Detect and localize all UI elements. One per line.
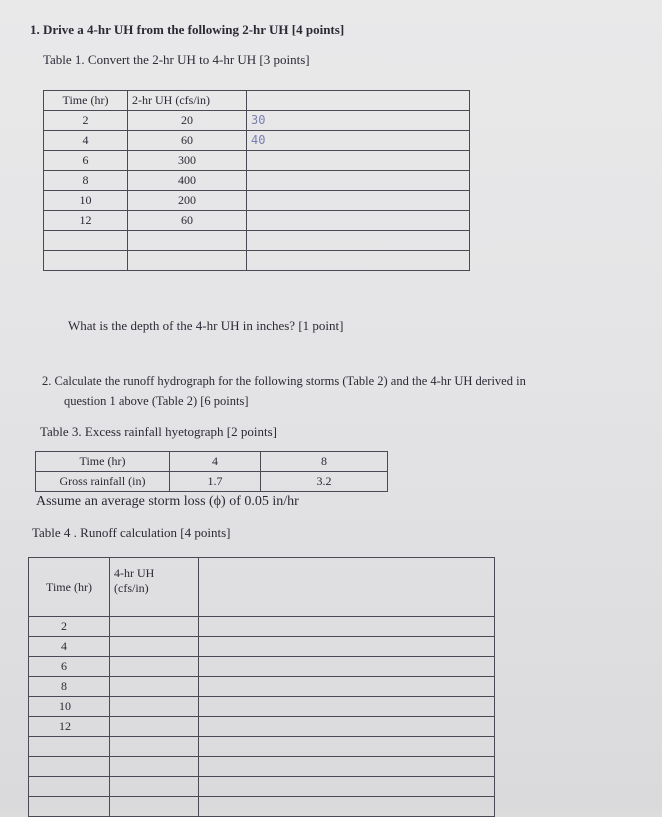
table-1-time-cell: 12	[44, 211, 128, 231]
table-4-blank-cell[interactable]	[110, 777, 199, 797]
table-4-time-cell: 2	[29, 617, 110, 637]
table-row	[44, 211, 470, 231]
table-3-rain-value: 3.2	[261, 472, 388, 492]
table-row	[44, 231, 470, 251]
table-row	[36, 472, 388, 492]
table-4-header-uh-line-2: (cfs/in)	[114, 581, 149, 595]
table-4-blank-cell[interactable]	[199, 737, 495, 757]
table-4-header-uh	[110, 558, 199, 617]
table-4-header-uh-line-1: 4-hr UH	[114, 566, 155, 580]
table-3-time-value: 4	[170, 452, 261, 472]
handwritten-note: 40	[251, 133, 266, 147]
table-row	[29, 677, 495, 697]
table-1-uh-cell: 60	[128, 131, 247, 151]
table-4-header-blank	[199, 558, 495, 617]
table-1-answer-cell[interactable]	[247, 111, 470, 131]
table-3-time-value: 8	[261, 452, 388, 472]
question-2-heading-line-2: question 1 above (Table 2) [6 points]	[64, 394, 249, 408]
table-row	[44, 171, 470, 191]
table-1-time-cell: 6	[44, 151, 128, 171]
table-3-caption: Table 3. Excess rainfall hyetograph [2 points]	[40, 424, 277, 439]
table-row	[44, 151, 470, 171]
table-1-answer-cell[interactable]	[247, 131, 470, 151]
table-4-time-cell: 12	[29, 717, 110, 737]
handwritten-note: 30	[251, 113, 266, 127]
table-4-blank-cell[interactable]	[110, 797, 199, 817]
table-4-uh-cell[interactable]	[110, 637, 199, 657]
table-4-blank-cell[interactable]	[199, 777, 495, 797]
table-4-blank-cell[interactable]	[199, 717, 495, 737]
table-4-blank-cell[interactable]	[29, 777, 110, 797]
table-row	[29, 657, 495, 677]
table-row	[44, 251, 470, 271]
table-4-blank-cell[interactable]	[199, 617, 495, 637]
table-4-caption: Table 4 . Runoff calculation [4 points]	[32, 525, 231, 540]
table-4-uh-cell[interactable]	[110, 717, 199, 737]
table-row	[29, 737, 495, 757]
depth-question: What is the depth of the 4-hr UH in inches? [1 point]	[68, 318, 344, 333]
table-4-blank-cell[interactable]	[199, 697, 495, 717]
table-1-answer-cell[interactable]	[247, 211, 470, 231]
table-1-answer-cell[interactable]	[247, 171, 470, 191]
table-row	[36, 452, 388, 472]
table-row	[29, 757, 495, 777]
table-row	[29, 777, 495, 797]
table-4-blank-cell[interactable]	[199, 677, 495, 697]
table-4-blank-cell[interactable]	[110, 737, 199, 757]
table-1-time-cell: 8	[44, 171, 128, 191]
storm-loss-assumption: Assume an average storm loss (ϕ) of 0.05 in/hr	[36, 494, 299, 509]
table-1-blank-cell[interactable]	[44, 251, 128, 271]
table-1-blank-cell[interactable]	[128, 231, 247, 251]
question-2-heading-line-1: 2. Calculate the runoff hydrograph for the following storms (Table 2) and the 4-hr UH derived in	[42, 374, 526, 388]
table-row	[29, 717, 495, 737]
table-4	[28, 557, 495, 817]
table-row	[29, 558, 495, 617]
table-1-blank-cell[interactable]	[247, 231, 470, 251]
table-1-answer-cell[interactable]	[247, 191, 470, 211]
table-1-uh-cell: 400	[128, 171, 247, 191]
table-4-uh-cell[interactable]	[110, 677, 199, 697]
table-4-header-time: Time (hr)	[29, 558, 110, 617]
table-4-blank-cell[interactable]	[199, 657, 495, 677]
table-1-header-uh: 2-hr UH (cfs/in)	[128, 91, 247, 111]
table-row	[29, 697, 495, 717]
table-4-time-cell: 6	[29, 657, 110, 677]
table-row	[29, 797, 495, 817]
table-1-uh-cell: 200	[128, 191, 247, 211]
table-3-rain-value: 1.7	[170, 472, 261, 492]
question-1-heading: 1. Drive a 4-hr UH from the following 2-hr UH [4 points]	[30, 22, 345, 37]
table-row	[29, 637, 495, 657]
table-4-time-cell: 8	[29, 677, 110, 697]
table-1	[43, 90, 470, 271]
table-1-caption: Table 1. Convert the 2-hr UH to 4-hr UH [3 points]	[43, 52, 310, 67]
table-4-blank-cell[interactable]	[199, 637, 495, 657]
table-1-uh-cell: 300	[128, 151, 247, 171]
table-1-uh-cell: 20	[128, 111, 247, 131]
table-1-header-time: Time (hr)	[44, 91, 128, 111]
table-4-time-cell: 10	[29, 697, 110, 717]
table-4-blank-cell[interactable]	[29, 797, 110, 817]
table-1-time-cell: 10	[44, 191, 128, 211]
table-1-blank-cell[interactable]	[247, 251, 470, 271]
table-1-uh-cell: 60	[128, 211, 247, 231]
table-4-blank-cell[interactable]	[29, 757, 110, 777]
table-1-answer-cell[interactable]	[247, 151, 470, 171]
table-4-uh-cell[interactable]	[110, 617, 199, 637]
table-row	[29, 617, 495, 637]
table-4-blank-cell[interactable]	[29, 737, 110, 757]
table-1-time-cell: 2	[44, 111, 128, 131]
table-4-uh-cell[interactable]	[110, 657, 199, 677]
table-4-blank-cell[interactable]	[110, 757, 199, 777]
table-4-uh-cell[interactable]	[110, 697, 199, 717]
table-1-time-cell: 4	[44, 131, 128, 151]
table-4-time-cell: 4	[29, 637, 110, 657]
table-1-header-blank	[247, 91, 470, 111]
table-4-blank-cell[interactable]	[199, 797, 495, 817]
table-row	[44, 111, 470, 131]
table-row	[44, 191, 470, 211]
table-1-blank-cell[interactable]	[128, 251, 247, 271]
table-4-blank-cell[interactable]	[199, 757, 495, 777]
table-row	[44, 131, 470, 151]
table-3-time-label: Time (hr)	[36, 452, 170, 472]
table-3	[35, 451, 388, 492]
table-1-blank-cell[interactable]	[44, 231, 128, 251]
table-3-rain-label: Gross rainfall (in)	[36, 472, 170, 492]
